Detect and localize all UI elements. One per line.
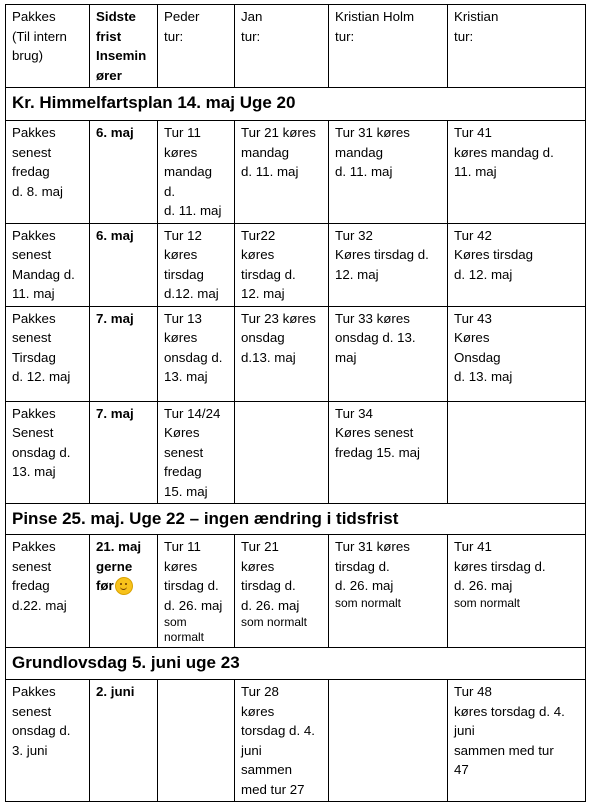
deadline-cell: 7. maj	[90, 401, 158, 504]
pack-cell: Pakkes senest Mandag d. 11. maj	[6, 223, 90, 306]
table-row	[6, 401, 586, 504]
kristian-cell: Tur 43 Køres Onsdag d. 13. maj	[448, 306, 586, 401]
kristian-cell	[448, 401, 586, 504]
trip-text: Tur 21 køres tirsdag d. d. 26. maj	[241, 539, 300, 613]
table-row	[6, 306, 586, 401]
section-row	[6, 648, 586, 680]
trip-text: Tur 31 køres tirsdag d. d. 26. maj	[335, 539, 410, 593]
jan-cell	[235, 401, 329, 504]
header-peder: Peder tur:	[158, 5, 235, 88]
header-deadline: Sidste frist Insemin ører	[90, 5, 158, 88]
kristian-cell: Tur 48 køres torsdag d. 4. juni sammen med tur 47	[448, 680, 586, 802]
trip-note: som normalt	[454, 595, 521, 610]
header-kristian: Kristian tur:	[448, 5, 586, 88]
header-row	[6, 5, 586, 88]
schedule-table	[5, 4, 586, 802]
section-title: Grundlovsdag 5. juni uge 23	[6, 648, 586, 680]
kristian-cell: Tur 41 køres mandag d. 11. maj	[448, 121, 586, 224]
jan-cell: Tur22 køres tirsdag d. 12. maj	[235, 223, 329, 306]
peder-cell: Tur 14/24 Køres senest fredag 15. maj	[158, 401, 235, 504]
table-row	[6, 680, 586, 802]
pack-cell: Pakkes Senest onsdag d. 13. maj	[6, 401, 90, 504]
header-kristian-holm: Kristian Holm tur:	[329, 5, 448, 88]
peder-cell: Tur 13 køres onsdag d. 13. maj	[158, 306, 235, 401]
smiley-icon	[115, 577, 133, 595]
kristian-cell: Tur 42 Køres tirsdag d. 12. maj	[448, 223, 586, 306]
peder-cell	[158, 680, 235, 802]
pack-cell: Pakkes senest Tirsdag d. 12. maj	[6, 306, 90, 401]
deadline-cell	[90, 535, 158, 648]
trip-note: som normalt	[335, 595, 402, 610]
section-row	[6, 504, 586, 535]
trip-note: som normalt	[164, 615, 205, 644]
kristian-holm-cell	[329, 535, 448, 648]
table-row	[6, 121, 586, 224]
pack-cell: Pakkes senest onsdag d. 3. juni	[6, 680, 90, 802]
peder-cell	[158, 535, 235, 648]
deadline-cell: 6. maj	[90, 223, 158, 306]
trip-text: Tur 11 køres tirsdag d. d. 26. maj	[164, 539, 223, 613]
kristian-cell	[448, 535, 586, 648]
deadline-line: gerne	[96, 558, 133, 574]
peder-cell: Tur 12 køres tirsdag d.12. maj	[158, 223, 235, 306]
peder-cell: Tur 11 køres mandag d. d. 11. maj	[158, 121, 235, 224]
kristian-holm-cell: Tur 33 køres onsdag d. 13. maj	[329, 306, 448, 401]
deadline-line	[96, 576, 151, 596]
kristian-holm-cell: Tur 31 køres mandag d. 11. maj	[329, 121, 448, 224]
jan-cell	[235, 535, 329, 648]
jan-cell: Tur 28 køres torsdag d. 4. juni sammen med tur 27	[235, 680, 329, 802]
table-row	[6, 223, 586, 306]
header-pack: Pakkes (Til intern brug)	[6, 5, 90, 88]
pack-cell: Pakkes senest fredag d.22. maj	[6, 535, 90, 648]
deadline-cell: 7. maj	[90, 306, 158, 401]
section-title: Kr. Himmelfartsplan 14. maj Uge 20	[6, 88, 586, 121]
deadline-cell: 6. maj	[90, 121, 158, 224]
pack-cell: Pakkes senest fredag d. 8. maj	[6, 121, 90, 224]
trip-note: som normalt	[241, 615, 308, 629]
deadline-cell: 2. juni	[90, 680, 158, 802]
section-row	[6, 88, 586, 121]
kristian-holm-cell: Tur 34 Køres senest fredag 15. maj	[329, 401, 448, 504]
kristian-holm-cell	[329, 680, 448, 802]
table-row	[6, 535, 586, 648]
kristian-holm-cell: Tur 32 Køres tirsdag d. 12. maj	[329, 223, 448, 306]
trip-text: Tur 41 køres tirsdag d. d. 26. maj	[454, 539, 546, 593]
section-title: Pinse 25. maj. Uge 22 – ingen ændring i tidsfrist	[6, 504, 586, 535]
deadline-word: før	[96, 578, 114, 593]
jan-cell: Tur 23 køres onsdag d.13. maj	[235, 306, 329, 401]
header-jan: Jan tur:	[235, 5, 329, 88]
deadline-line: 21. maj	[96, 539, 142, 554]
jan-cell: Tur 21 køres mandag d. 11. maj	[235, 121, 329, 224]
